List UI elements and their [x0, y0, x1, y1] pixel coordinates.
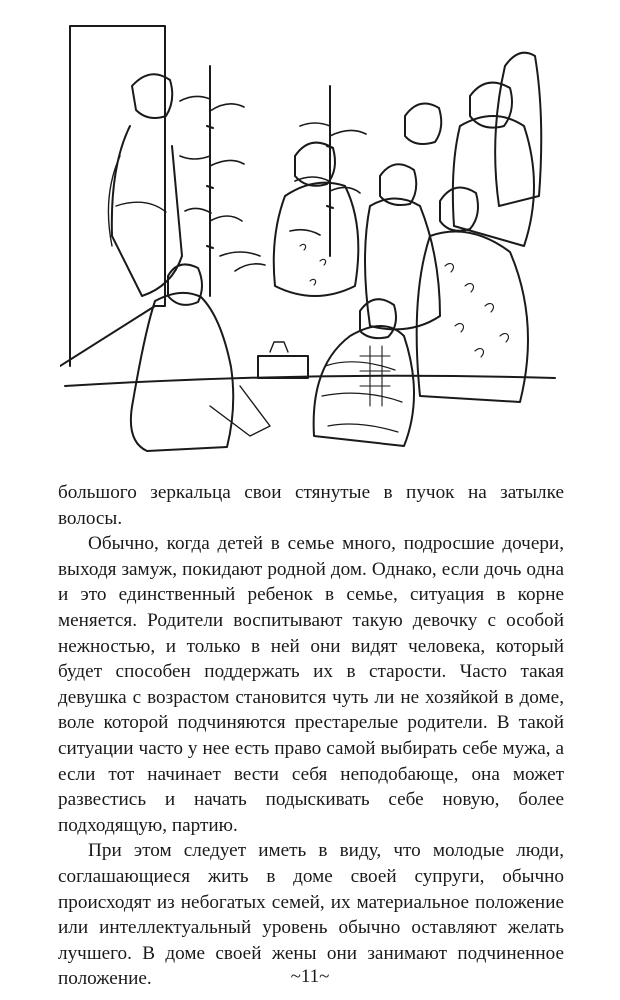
paragraph-continued: большого зеркальца свои стянутые в пучок на затылке волосы. [58, 482, 564, 529]
woodblock-illustration [60, 6, 558, 476]
body-text [58, 480, 564, 992]
peeking-figure [112, 74, 182, 296]
tray [258, 356, 308, 378]
paragraph: Обычно, когда детей в семье много, подросшие дочери, выходя замуж, покидают родной дом. Однако, если дочь одна и это единственный ребенок в семье, ситуация в корне меняется. Родители воспитывают такую девочку с особой нежностью, и только в ней они видят человека, который будет способен поддержать их в старости. Часто такая девушка с возрастом становится чуть ли не хозяйкой в доме, воле которой подчиняются престарелые родители. В такой ситуации часто у нее есть право самой выбирать себе мужа, а если тот начинает вести себя неподобающе, она может развестись и начать подыскивать себе новую, более подходящую, партию. [58, 533, 564, 836]
bamboo-stalk [207, 66, 213, 296]
seated-figure-left [131, 293, 233, 451]
figure-group [274, 183, 359, 296]
paragraph: При этом следует иметь в виду, что молодые люди, соглашающиеся жить в доме своей супруги, обычно происходят из небогатых семей, их материальное положение или интеллектуальный уровень обычно оставляют желать лучшего. В доме своей жены они занимают подчиненное положение. [58, 840, 564, 990]
floor-line [65, 376, 555, 386]
bamboo-stalk [327, 86, 333, 256]
illustration-drawing [60, 6, 558, 476]
page-number: ~11~ [290, 966, 330, 987]
